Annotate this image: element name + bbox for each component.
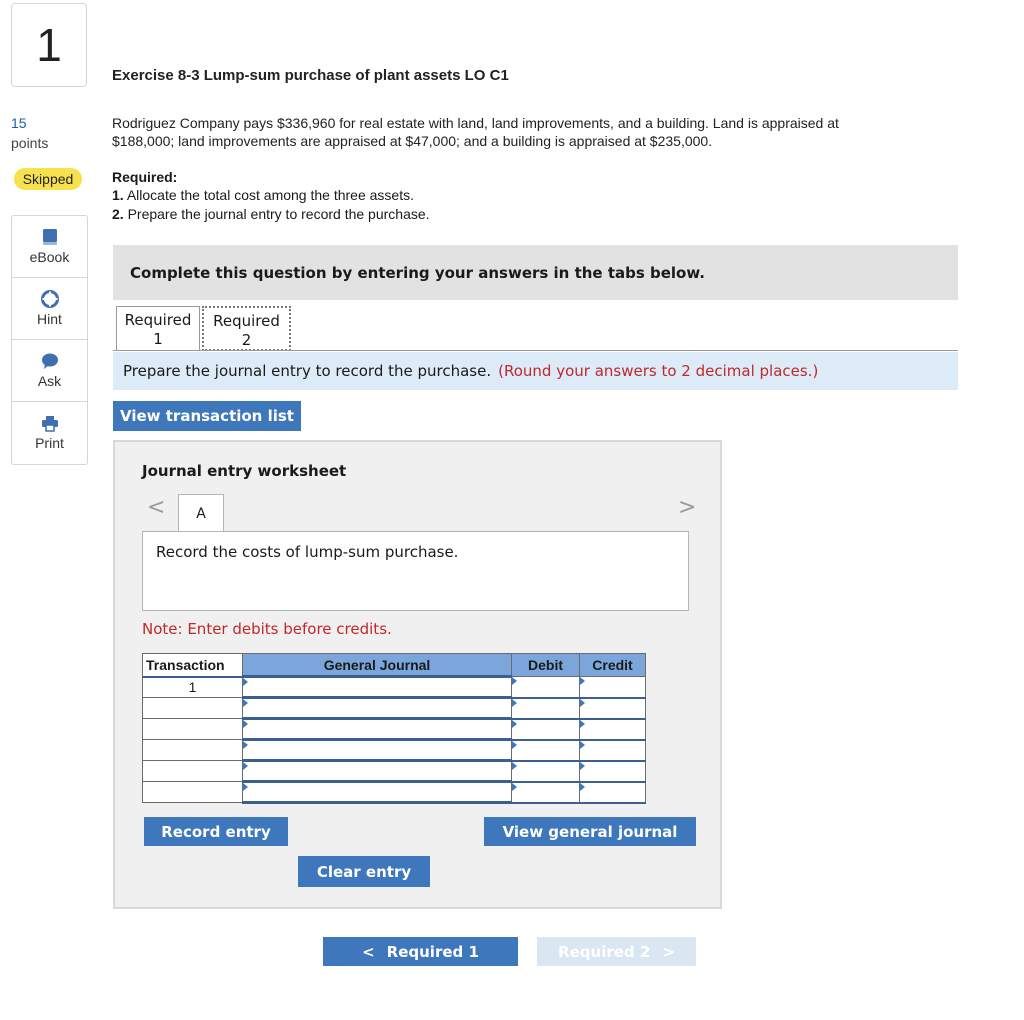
tab-required-1-line2: 1 (153, 330, 163, 348)
points-value: 15 (11, 115, 27, 131)
debit-input[interactable] (512, 782, 580, 803)
prev-required-button[interactable] (323, 937, 518, 966)
credit-input[interactable] (580, 677, 646, 698)
required-heading: Required: (112, 169, 178, 185)
transaction-cell (143, 740, 243, 761)
prev-required-label: Required 1 (386, 942, 479, 961)
requirement-2-text: Prepare the journal entry to record the purchase. (127, 206, 430, 222)
ask-label: Ask (37, 372, 62, 389)
points-label: points (11, 135, 49, 151)
book-icon (42, 228, 58, 246)
next-required-label: Required 2 (558, 942, 651, 961)
worksheet-next-arrow[interactable]: > (678, 495, 697, 520)
view-transaction-list-button[interactable]: View transaction list (113, 401, 301, 431)
column-debit: Debit (512, 654, 580, 677)
chat-bubble-icon (41, 353, 59, 370)
credit-input[interactable] (580, 719, 646, 740)
tab-required-2-line2: 2 (241, 331, 252, 349)
transaction-cell (143, 698, 243, 719)
credit-input[interactable] (580, 698, 646, 719)
tab-required-1-line1: Required (124, 311, 192, 329)
ask-button[interactable] (12, 340, 87, 402)
instruction-rounding-note: (Round your answers to 2 decimal places.) (498, 362, 819, 380)
hint-label: Hint (37, 311, 62, 327)
print-label: Print (35, 435, 64, 451)
worksheet-title: Journal entry worksheet (142, 462, 347, 480)
tab-divider (113, 350, 958, 351)
credit-input[interactable] (580, 761, 646, 782)
debit-input[interactable] (512, 677, 580, 698)
instruction-text: Prepare the journal entry to record the purchase. (123, 362, 492, 380)
next-required-button[interactable] (537, 937, 696, 966)
account-select[interactable] (243, 740, 512, 761)
account-select[interactable] (243, 782, 512, 803)
problem-line-1: Rodriguez Company pays $336,960 for real estate with land, land improvements, and a building. Land is appraised at (112, 115, 839, 131)
column-general-journal: General Journal (243, 654, 512, 677)
debit-input[interactable] (512, 719, 580, 740)
worksheet-entry-tab-a[interactable]: A (178, 494, 224, 532)
chevron-left-icon: < (362, 942, 375, 961)
lifebuoy-icon (41, 290, 59, 308)
account-select[interactable] (243, 698, 512, 719)
debit-input[interactable] (512, 698, 580, 719)
debit-input[interactable] (512, 761, 580, 782)
worksheet-entry-description: Record the costs of lump-sum purchase. (142, 531, 689, 611)
table-row (143, 698, 646, 719)
transaction-cell (143, 782, 243, 803)
requirement-2 (112, 206, 430, 222)
requirement-1 (112, 187, 414, 203)
view-general-journal-button[interactable]: View general journal (484, 817, 696, 846)
ebook-button[interactable] (12, 216, 87, 278)
column-transaction: Transaction (143, 654, 243, 677)
instructions-banner: Complete this question by entering your answers in the tabs below. (113, 245, 958, 300)
question-number: 1 (11, 3, 87, 87)
account-select[interactable] (243, 761, 512, 782)
account-select[interactable] (243, 719, 512, 740)
worksheet-note: Note: Enter debits before credits. (142, 620, 392, 638)
printer-icon (41, 415, 59, 432)
hint-button[interactable] (12, 278, 87, 340)
transaction-number: 1 (143, 677, 243, 698)
tools-panel (11, 215, 88, 465)
credit-input[interactable] (580, 782, 646, 803)
transaction-cell (143, 719, 243, 740)
record-entry-button[interactable]: Record entry (144, 817, 288, 846)
table-row (143, 761, 646, 782)
journal-table (142, 653, 646, 804)
tab-required-2[interactable] (202, 306, 291, 351)
journal-entry-worksheet (113, 440, 722, 909)
debit-input[interactable] (512, 740, 580, 761)
ebook-label: eBook (29, 249, 70, 265)
requirement-1-number: 1. (112, 187, 124, 203)
requirement-2-number: 2. (112, 206, 124, 222)
problem-line-2: $188,000; land improvements are appraised at $47,000; and a building is appraised at $235,000. (112, 133, 713, 149)
requirement-1-text: Allocate the total cost among the three assets. (126, 187, 414, 203)
tab-instruction (113, 352, 958, 390)
table-row (143, 677, 646, 698)
print-button[interactable] (12, 402, 87, 464)
worksheet-prev-arrow[interactable]: < (147, 495, 166, 520)
tab-required-1[interactable] (116, 306, 200, 351)
account-select[interactable] (243, 677, 512, 698)
status-badge: Skipped (14, 168, 82, 190)
tab-required-2-line1: Required (213, 312, 280, 330)
table-row (143, 740, 646, 761)
transaction-cell (143, 761, 243, 782)
exercise-title: Exercise 8-3 Lump-sum purchase of plant assets LO C1 (112, 67, 509, 84)
clear-entry-button[interactable]: Clear entry (298, 856, 430, 887)
credit-input[interactable] (580, 740, 646, 761)
table-row (143, 782, 646, 803)
column-credit: Credit (580, 654, 646, 677)
table-row (143, 719, 646, 740)
problem-statement (112, 114, 972, 150)
chevron-right-icon: > (662, 942, 675, 961)
